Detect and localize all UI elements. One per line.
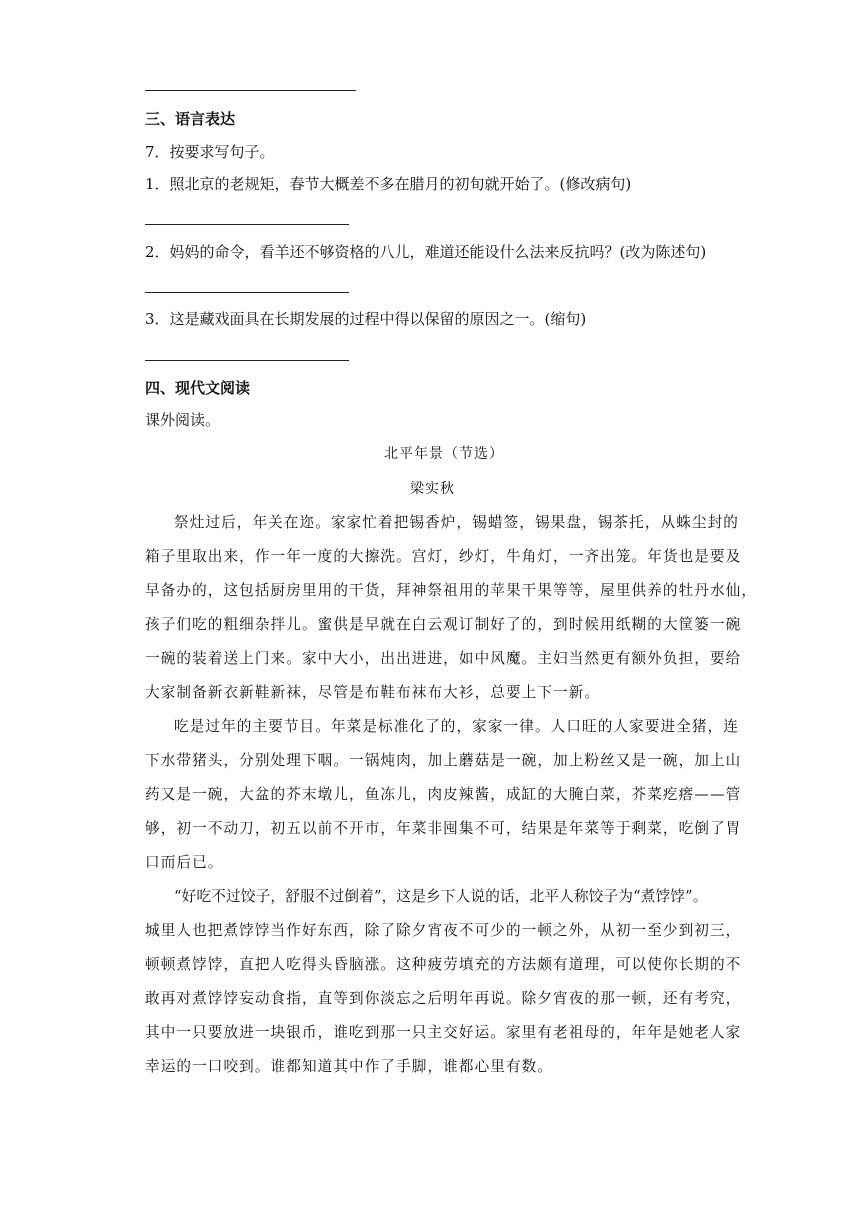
article-line: 早备办的，这包括厨房里用的干货，拜神祭祖用的苹果干果等等，屋里供养的牡丹水仙， xyxy=(145,582,758,599)
article-line: 口而后已。 xyxy=(145,854,224,871)
article-line: 药又是一碗，大盆的芥末墩儿，鱼冻儿，肉皮辣酱，成缸的大腌白菜，芥菜疙瘩——管 xyxy=(145,786,742,803)
article-line: 吃是过年的主要节目。年菜是标准化了的，家家一律。人口旺的人家要进全猪，连 xyxy=(174,718,739,735)
article-line: 顿顿煮饽饽，直把人吃得头昏脑涨。这种疲劳填充的方法颇有道理，可以使你长期的不 xyxy=(145,956,742,973)
question-item-3: 3．这是藏戏面具在长期发展的过程中得以保留的原因之一。(缩句) xyxy=(145,310,587,328)
article-line: 其中一只要放进一块银币，谁吃到那一只主交好运。家里有老祖母的，年年是她老人家 xyxy=(145,1024,742,1041)
article-line: 够，初一不动刀，初五以前不开市，年菜非囤集不可，结果是年菜等于剩菜，吃倒了胃 xyxy=(145,820,742,837)
article-line: 城里人也把煮饽饽当作好东西，除了除夕宵夜不可少的一顿之外，从初一至少到初三， xyxy=(145,922,742,939)
section-heading-reading: 四、现代文阅读 xyxy=(145,379,251,397)
question-item-1: 1．照北京的老规矩，春节大概差不多在腊月的初旬就开始了。(修改病句) xyxy=(145,175,632,193)
article-line: 孩子们吃的粗细杂拌儿。蜜供是早就在白云观订制好了的，到时候用纸糊的大筐篓一碗 xyxy=(145,616,742,633)
article-line: 一碗的装着送上门来。家中大小，出出进进，如中风魔。主妇当然更有额外负担，要给 xyxy=(145,650,742,667)
article-line: 敢再对煮饽饽妄动食指，直等到你淡忘之后明年再说。除夕宵夜的那一顿，还有考究， xyxy=(145,990,742,1007)
answer-line-1 xyxy=(145,224,349,225)
answer-line-3 xyxy=(145,360,349,361)
question-7: 7．按要求写句子。 xyxy=(145,143,275,161)
article-line: 箱子里取出来，作一年一度的大擦洗。宫灯，纱灯，牛角灯，一齐出笼。年货也是要及 xyxy=(145,548,742,565)
article-title: 北平年景（节选） xyxy=(384,446,504,462)
question-item-2: 2．妈妈的命令，看羊还不够资格的八儿，难道还能设什么法来反抗吗？(改为陈述句) xyxy=(145,243,707,261)
article-line: “好吃不过饺子，舒服不过倒着”，这是乡下人说的话，北平人称饺子为“煮饽饽”。 xyxy=(174,888,708,905)
article-author: 梁实秋 xyxy=(410,481,455,497)
article-line: 大家制备新衣新鞋新袜，尽管是布鞋布袜布大衫，总要上下一新。 xyxy=(145,684,601,701)
article-line: 下水带猪头，分别处理下咽。一锅炖肉，加上蘑菇是一碗，加上粉丝又是一碗，加上山 xyxy=(145,752,742,769)
article-line: 幸运的一口咬到。谁都知道其中作了手脚，谁都心里有数。 xyxy=(145,1058,554,1075)
answer-line-top xyxy=(145,90,356,91)
answer-line-2 xyxy=(145,292,349,293)
section-heading-language: 三、语言表达 xyxy=(145,110,236,128)
article-line: 祭灶过后，年关在迩。家家忙着把锡香炉，锡蜡签，锡果盘，锡茶托，从蛛尘封的 xyxy=(174,514,739,531)
reading-intro: 课外阅读。 xyxy=(145,411,221,429)
